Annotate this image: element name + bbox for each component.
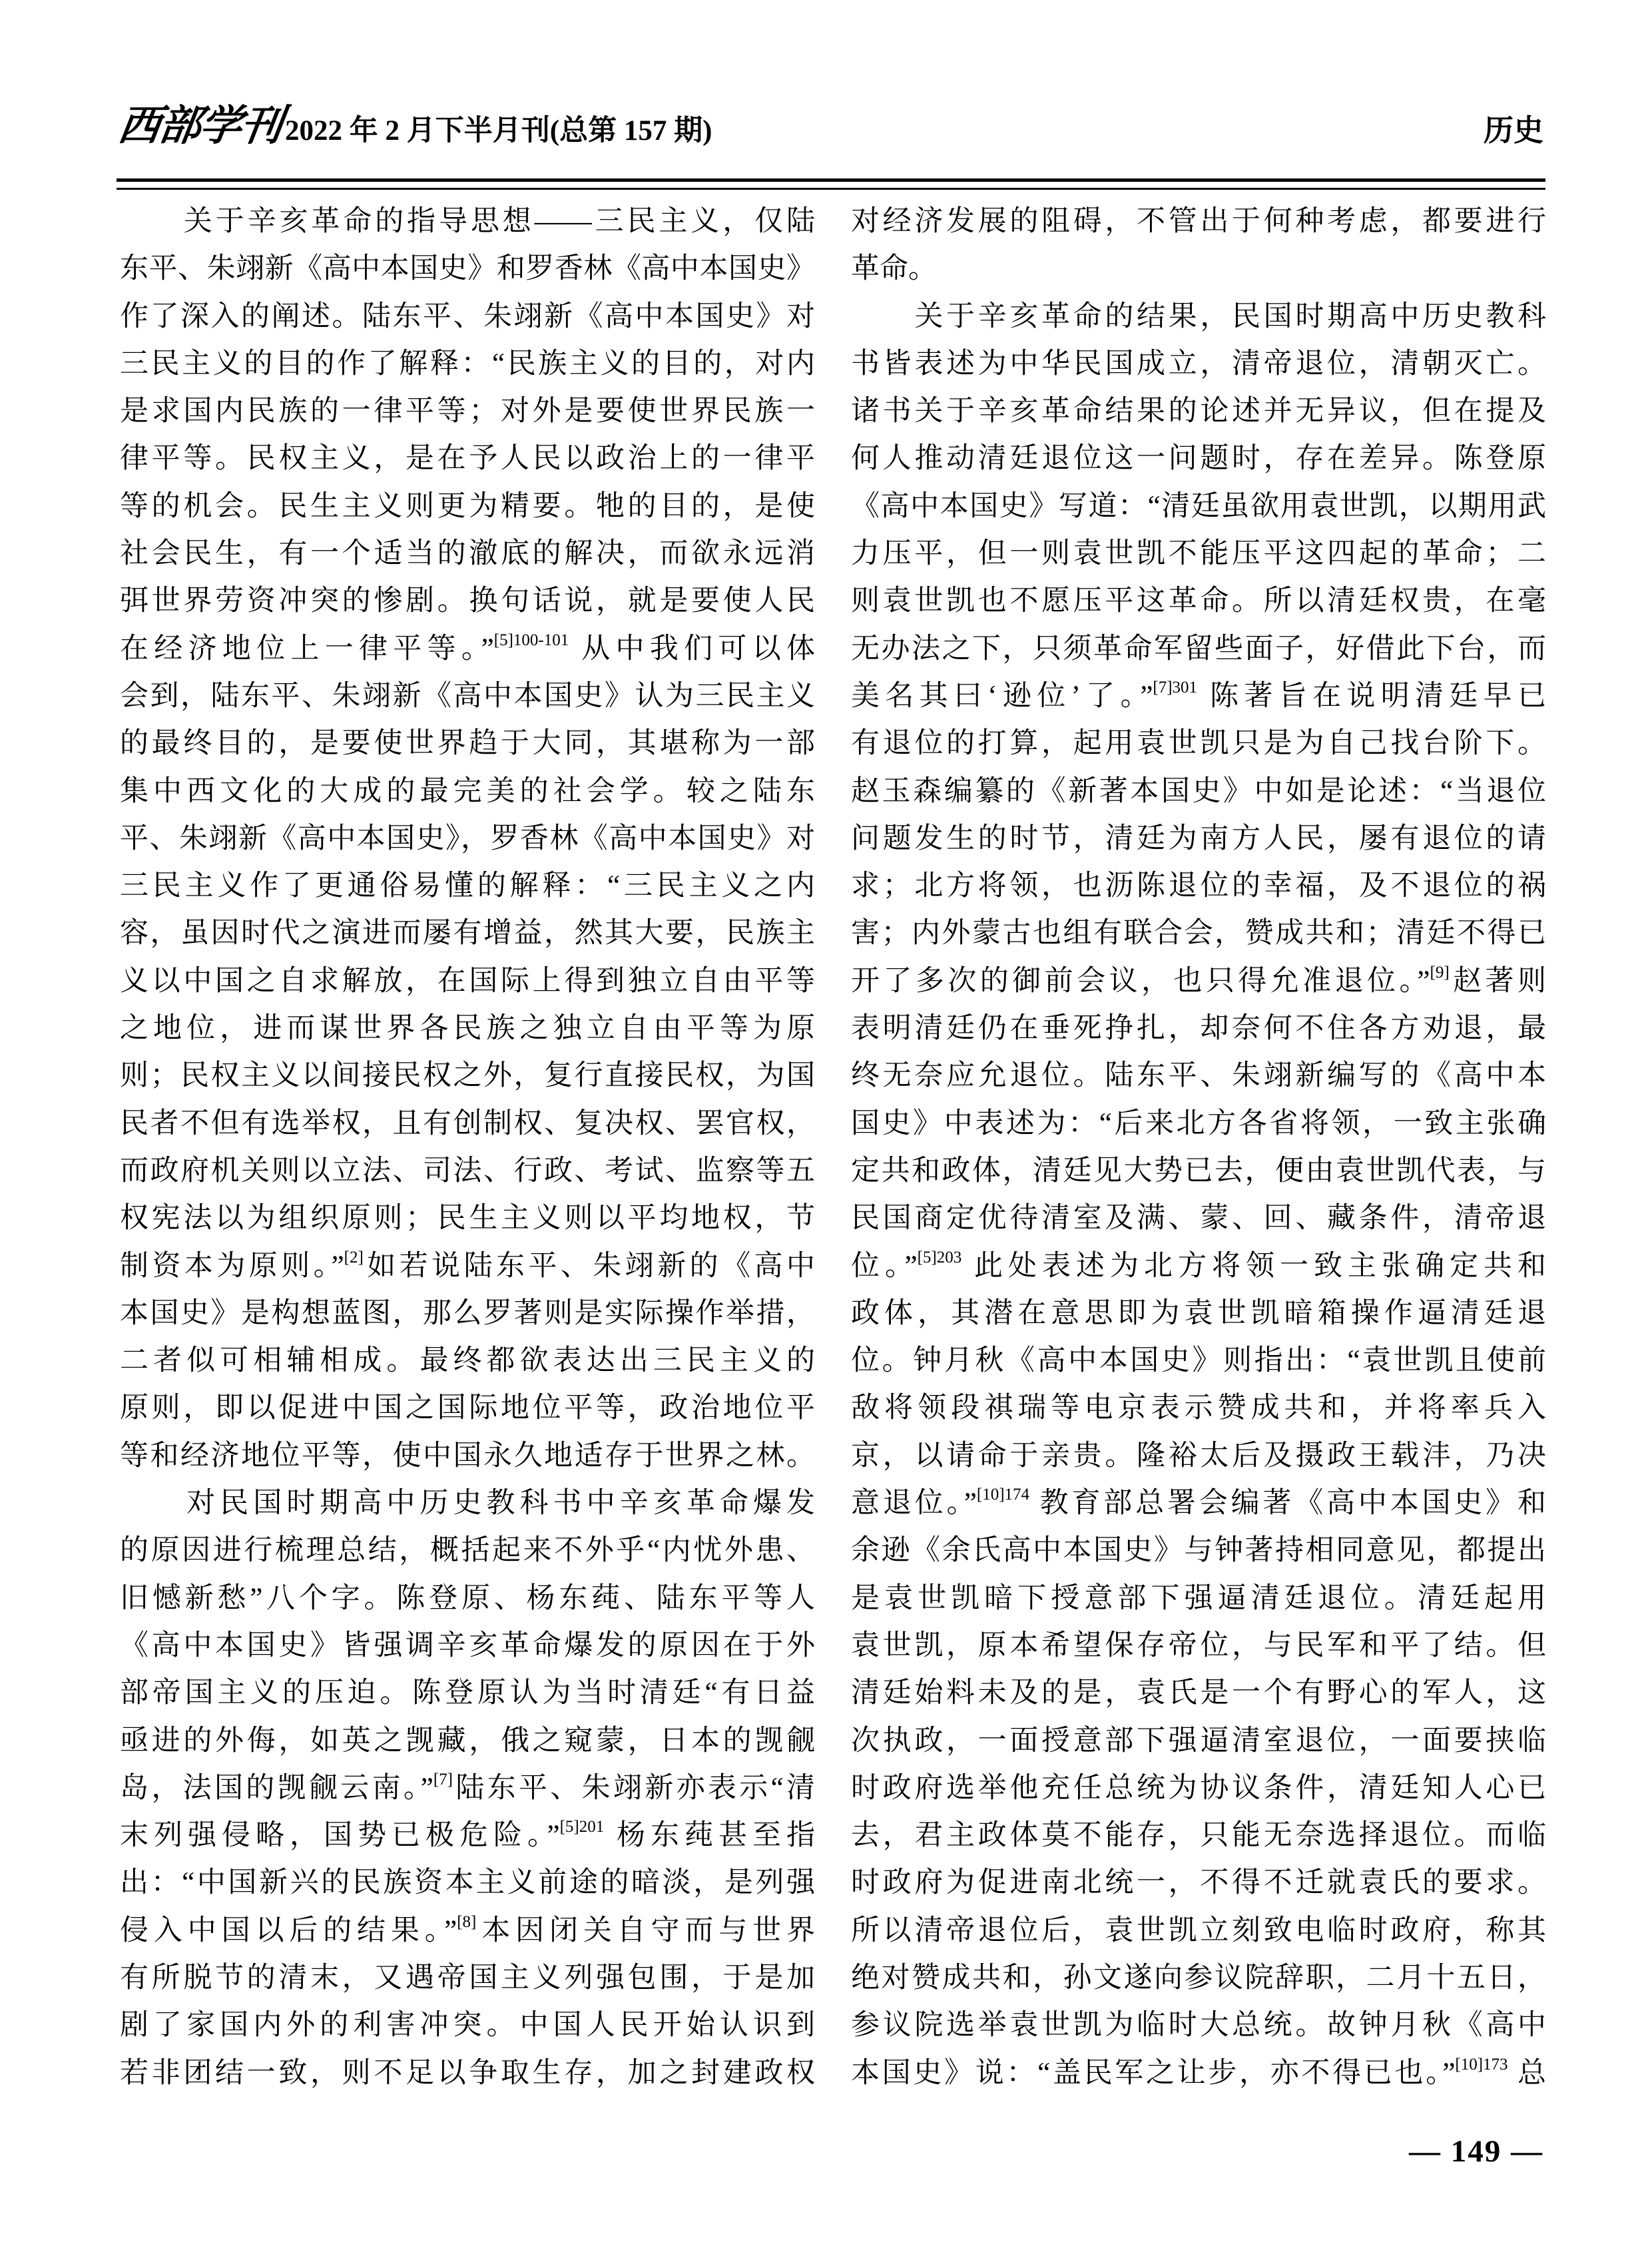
text-line: 求；北方将领，也沥陈退位的幸福，及不退位的祸 [851,870,1546,902]
text-line: 时政府为促进南北统一，不得不迁就袁氏的要求。 [851,1867,1546,1899]
text-line: 民国商定优待清室及满、蒙、回、藏条件，清帝退 [851,1203,1546,1235]
text-line: 义以中国之自求解放，在国际上得到独立自由平等 [120,965,815,997]
text-line: 岛，法国的觊觎云南。”[7]陆东平、朱翊新亦表示“清 [120,1770,815,1804]
text-line: 位。钟月秋《高中本国史》则指出：“袁世凯且使前 [851,1345,1546,1377]
text-line: 所以清帝退位后，袁世凯立刻致电临时政府，称其 [851,1914,1546,1946]
text-line: 本国史》说：“盖民军之让步，亦不得已也。”$^{[10]173}$ 总 [851,2055,1546,2089]
text-line: 政体，其潜在意思即为袁世凯暗箱操作逼清廷退 [851,1297,1546,1329]
citation-ref: [9] [1430,963,1450,981]
text-line: 表明清廷仍在垂死挣扎，却奈何不住各方劝退，最 [851,1013,1546,1045]
citation-ref: [5]201 [559,1818,605,1836]
text-line: 敌将领段祺瑞等电京表示赞成共和，并将率兵入 [851,1392,1546,1424]
text-line: 定共和政体，清廷见大势已去，便由袁世凯代表，与 [851,1155,1546,1187]
header-rule-bottom [117,188,1545,190]
citation-ref: [7]301 [1153,678,1198,697]
journal-logo: 西部学刊 [115,103,284,149]
right-column [851,198,1546,2097]
text-line: 赵玉森编纂的《新著本国史》中如是论述：“当退位 [851,775,1546,807]
text-line: 社会民生，有一个适当的澈底的解决，而欲永远消 [120,538,815,570]
text-line: 侵入中国以后的结果。”[8]本因闭关自守而与世界 [120,1912,815,1946]
text-line: 诸书关于辛亥革命结果的论述并无异议，但在提及 [851,396,1546,427]
text-line: 作了深入的阐述。陆东平、朱翊新《高中本国史》对 [120,300,815,332]
text-line: 对经济发展的阻碍，不管出于何种考虑，都要进行 [851,206,1546,237]
text-line: 会到，陆东平、朱翊新《高中本国史》认为三民主义 [120,680,815,712]
issue-info: 2022 年 2 月下半月刊(总第 157 期) [285,115,712,146]
text-line: 有退位的打算，起用袁世凯只是为自己找台阶下。 [851,728,1546,760]
text-line: 位。”$^{[5]203}$ 此处表述为北方将领一致主张确定共和 [851,1248,1546,1282]
text-line: 权宪法以为组织原则；民生主义则以平均地权，节 [120,1203,815,1235]
text-line: 参议院选举袁世凯为临时大总统。故钟月秋《高中 [851,2010,1546,2042]
text-line: 关于辛亥革命的指导思想——三民主义，仅陆 [120,206,815,237]
text-line: 而政府机关则以立法、司法、行政、考试、监察等五 [120,1155,815,1187]
text-line: 本国史》是构想蓝图，那么罗著则是实际操作举措， [120,1297,815,1329]
text-line: 平、朱翊新《高中本国史》，罗香林《高中本国史》对 [120,822,815,854]
text-line: 绝对赞成共和，孙文遂向参议院辞职，二月十五日， [851,1962,1546,1994]
text-line: 容，虽因时代之演进而屡有增益，然其大要，民族主 [120,918,815,950]
text-line: 是求国内民族的一律平等；对外是要使世界民族一 [120,396,815,427]
text-line: 《高中本国史》写道：“清廷虽欲用袁世凯，以期用武 [851,490,1546,522]
journal-info [115,103,712,149]
text-line: 清廷始料未及的是，袁氏是一个有野心的军人，这 [851,1677,1546,1709]
text-line: 意退位。”$^{[10]174}$ 教育部总署会编著《高中本国史》和 [851,1486,1546,1520]
text-line: 等的机会。民生主义则更为精要。牠的目的，是使 [120,490,815,522]
text-line: 力压平，但一则袁世凯不能压平这四起的革命；二 [851,538,1546,570]
text-line: 东平、朱翊新《高中本国史》和罗香林《高中本国史》 [120,253,815,285]
text-line: 出：“中国新兴的民族资本主义前途的暗淡，是列强 [120,1867,815,1899]
text-line: 在经济地位上一律平等。”$^{[5]100-101}$ 从中我们可以体 [120,631,815,665]
citation-ref: [2] [344,1248,364,1266]
text-line: 旧憾新愁”八个字。陈登原、杨东莼、陆东平等人 [120,1582,815,1614]
article-body [120,198,1546,2097]
text-line: 等和经济地位平等，使中国永久地适存于世界之林。 [120,1440,815,1472]
page-header [115,103,1543,149]
text-line: 国史》中表述为：“后来北方各省将领，一致主张确 [851,1107,1546,1139]
text-line: 对民国时期高中历史教科书中辛亥革命爆发 [120,1488,815,1520]
text-line: 京，以请命于亲贵。隆裕太后及摄政王载沣，乃决 [851,1440,1546,1472]
citation-ref: [8] [457,1912,477,1931]
text-line: 袁世凯，原本希望保存帝位，与民军和平了结。但 [851,1629,1546,1661]
text-line: 是袁世凯暗下授意部下强逼清廷退位。清廷起用 [851,1582,1546,1614]
text-line: 三民主义作了更通俗易懂的解释：“三民主义之内 [120,870,815,902]
text-line: 无办法之下，只须革命军留些面子，好借此下台，而 [851,633,1546,665]
text-line: 美名其曰‘逊位’了。”$^{[7]301}$ 陈著旨在说明清廷早已 [851,678,1546,712]
text-line: 终无奈应允退位。陆东平、朱翊新编写的《高中本 [851,1060,1546,1092]
text-line: 有所脱节的清末，又遇帝国主义列强包围，于是加 [120,1962,815,1994]
text-line: 三民主义的目的作了解释：“民族主义的目的，对内 [120,348,815,380]
text-line: 去，君主政体莫不能存，只能无奈选择退位。而临 [851,1820,1546,1852]
section-label: 历史 [1483,114,1543,147]
header-rule-top [117,178,1545,182]
text-line: 末列强侵略，国势已极危险。”$^{[5]201}$ 杨东莼甚至指 [120,1818,815,1852]
text-line: 何人推动清廷退位这一问题时，存在差异。陈登原 [851,443,1546,475]
text-line: 则袁世凯也不愿压平这革命。所以清廷权贵，在毫 [851,585,1546,617]
text-line: 余逊《余氏高中本国史》与钟著持相同意见，都提出 [851,1535,1546,1567]
text-line: 集中西文化的大成的最完美的社会学。较之陆东 [120,775,815,807]
text-line: 原则，即以促进中国之国际地位平等，政治地位平 [120,1392,815,1424]
text-line: 民者不但有选举权，且有创制权、复决权、罢官权， [120,1107,815,1139]
text-line: 之地位，进而谋世界各民族之独立自由平等为原 [120,1013,815,1045]
text-line: 的最终目的，是要使世界趋于大同，其堪称为一部 [120,728,815,760]
text-line: 则；民权主义以间接民权之外，复行直接民权，为国 [120,1060,815,1092]
citation-ref: [5]203 [917,1248,962,1266]
text-line: 次执政，一面授意部下强逼清室退位，一面要挟临 [851,1725,1546,1757]
text-line: 害；内外蒙古也组有联合会，赞成共和；清廷不得已 [851,918,1546,950]
text-line: 制资本为原则。”[2]如若说陆东平、朱翊新的《高中 [120,1248,815,1282]
text-line: 部帝国主义的压迫。陈登原认为当时清廷“有日益 [120,1677,815,1709]
text-line: 书皆表述为中华民国成立，清帝退位，清朝灭亡。 [851,348,1546,380]
citation-ref: [7] [433,1770,453,1789]
text-line: 亟进的外侮，如英之觊藏，俄之窥蒙，日本的觊觎 [120,1725,815,1757]
text-line: 二者似可相辅相成。最终都欲表达出三民主义的 [120,1345,815,1377]
text-line: 时政府选举他充任总统为协议条件，清廷知人心已 [851,1772,1546,1804]
citation-ref: [10]173 [1455,2055,1508,2074]
text-line: 《高中本国史》皆强调辛亥革命爆发的原因在于外 [120,1629,815,1661]
text-line: 开了多次的御前会议，也只得允准退位。”[9]赵著则 [851,963,1546,997]
text-line: 律平等。民权主义，是在予人民以政治上的一律平 [120,443,815,475]
text-line: 的原因进行梳理总结，概括起来不外乎“内忧外患、 [120,1535,815,1567]
left-column [120,198,815,2097]
text-line: 问题发生的时节，清廷为南方人民，屡有退位的请 [851,822,1546,854]
text-line: 关于辛亥革命的结果，民国时期高中历史教科 [851,300,1546,332]
text-line: 弭世界劳资冲突的惨剧。换句话说，就是要使人民 [120,585,815,617]
text-line: 若非团结一致，则不足以争取生存，加之封建政权 [120,2057,815,2089]
text-line: 革命。 [851,253,937,285]
page-number: — 149 — [1409,2134,1543,2169]
citation-ref: [10]174 [976,1486,1030,1504]
text-line: 剧了家国内外的利害冲突。中国人民开始认识到 [120,2010,815,2042]
citation-ref: [5]100-101 [493,631,569,649]
